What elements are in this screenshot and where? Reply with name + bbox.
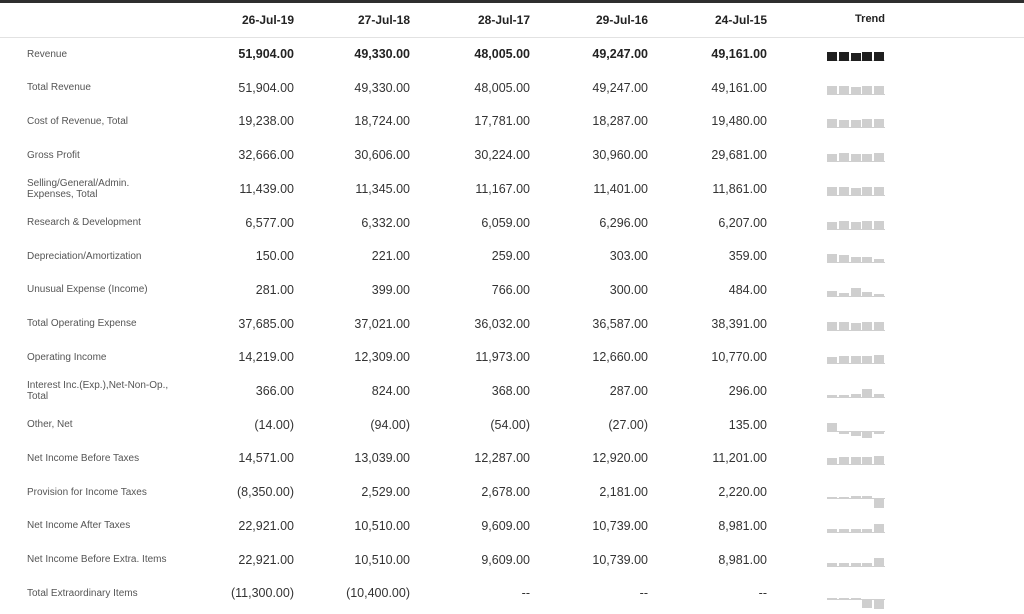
trend-sparkline [827,245,885,263]
table-row [0,441,1024,475]
trend-bar [862,600,872,608]
row-label: Depreciation/Amortization [27,250,142,262]
table-row [0,374,1024,408]
column-header-2: 28-Jul-17 [477,13,530,27]
trend-bar [851,257,861,263]
trend-bar [827,357,837,364]
cell-value: 22,921.00 [238,518,294,533]
cell-value: 399.00 [371,282,410,297]
trend-bar [851,188,861,196]
cell-value: -- [521,586,530,601]
trend-sparkline [827,178,885,196]
table-row [0,576,1024,610]
row-label: Provision for Income Taxes [27,486,147,498]
cell-value: 51,904.00 [238,47,294,61]
trend-bar [839,187,849,196]
trend-sparkline [827,515,885,533]
trend-bar [827,154,837,162]
trend-sparkline [827,279,885,297]
trend-bar [874,499,884,508]
row-label: Revenue [27,48,68,60]
trend-bar [851,457,861,465]
trend-bar [827,423,837,432]
cell-value: 10,510.00 [354,518,410,533]
cell-value: 38,391.00 [711,316,767,331]
cell-value: 11,973.00 [475,350,530,365]
trend-sparkline [827,346,885,364]
cell-value: 259.00 [491,249,530,264]
trend-bar [839,322,849,331]
cell-value: (94.00) [370,417,410,432]
trend-bar [851,87,861,95]
trend-bar [862,52,872,61]
trend-sparkline [827,110,885,128]
cell-value: 11,201.00 [712,451,767,466]
trend-bar [874,221,884,230]
cell-value: 6,332.00 [361,215,410,230]
table-row [0,37,1024,71]
table-row [0,408,1024,442]
trend-bar [839,293,849,297]
cell-value: 30,960.00 [592,148,648,163]
trend-sparkline [827,212,885,230]
trend-bar [851,394,861,398]
cell-value: 19,480.00 [711,114,767,129]
row-label: Cost of Revenue, Total [27,115,128,127]
trend-bar [851,529,861,533]
trend-bar [827,458,837,465]
row-label: Total Extraordinary Items [27,587,138,599]
cell-value: 484.00 [728,282,767,297]
cell-value: 11,167.00 [475,181,530,196]
cell-value: 359.00 [728,249,767,264]
cell-value: 6,296.00 [599,215,648,230]
trend-sparkline [827,43,885,61]
cell-value: 300.00 [609,282,648,297]
trend-bar [862,529,872,533]
cell-value: 29,681.00 [711,148,767,163]
trend-bar [851,288,861,297]
cell-value: 11,401.00 [593,181,648,196]
trend-bar [874,259,884,263]
trend-bar [827,322,837,331]
table-row [0,138,1024,172]
trend-bar [851,563,861,567]
cell-value: 14,571.00 [238,451,294,466]
cell-value: 2,220.00 [718,485,767,500]
trend-bar [851,432,861,436]
cell-value: (11,300.00) [230,586,294,601]
cell-value: 49,161.00 [711,47,767,61]
cell-value: (54.00) [490,417,530,432]
trend-bar [874,322,884,331]
trend-bar [851,154,861,162]
cell-value: 49,330.00 [354,80,410,95]
trend-bar [827,291,837,297]
table-row [0,71,1024,105]
cell-value: 2,181.00 [599,485,648,500]
cell-value: -- [758,586,767,601]
row-label: Total Revenue [27,82,91,94]
cell-value: 36,587.00 [592,316,648,331]
cell-value: 10,510.00 [354,552,410,567]
trend-bar [827,395,837,398]
trend-bar [839,153,849,162]
cell-value: 11,345.00 [355,181,410,196]
trend-bar [839,432,849,434]
cell-value: 32,666.00 [238,148,294,163]
trend-bar [827,187,837,196]
trend-bar [862,292,872,297]
trend-bar [839,52,849,61]
row-label: Gross Profit [27,149,80,161]
cell-value: 12,309.00 [354,350,410,365]
trend-bar [827,598,837,600]
cell-value: 303.00 [609,249,648,264]
trend-bar [862,187,872,196]
trend-bar [874,119,884,128]
trend-header: Trend [855,13,885,25]
cell-value: 51,904.00 [238,80,294,95]
trend-bar [874,294,884,297]
cell-value: 150.00 [255,249,294,264]
table-row [0,543,1024,577]
trend-bar [839,457,849,465]
trend-bar [827,497,837,499]
cell-value: 30,606.00 [354,148,410,163]
cell-value: 18,724.00 [354,114,410,129]
cell-value: 766.00 [491,282,530,297]
trend-bar [827,529,837,533]
table-row [0,307,1024,341]
table-row [0,273,1024,307]
cell-value: 10,739.00 [592,518,648,533]
trend-sparkline [827,414,885,432]
table-header [0,3,1024,38]
cell-value: 10,739.00 [592,552,648,567]
row-label: Research & Development [27,217,141,228]
table-row [0,509,1024,543]
trend-bar [839,221,849,230]
trend-sparkline [827,313,885,331]
cell-value: 19,238.00 [238,114,294,129]
trend-bar [827,563,837,567]
table-row [0,239,1024,273]
column-header-3: 29-Jul-16 [595,13,648,27]
cell-value: 48,005.00 [474,47,530,61]
cell-value: 8,981.00 [718,552,767,567]
trend-bar [874,456,884,465]
trend-bar [827,86,837,95]
trend-bar [851,222,861,230]
trend-bar [862,496,872,499]
trend-bar [851,53,861,61]
row-label: Net Income Before Extra. Items [27,554,167,565]
trend-bar [874,432,884,434]
cell-value: 12,920.00 [592,451,648,466]
cell-value: 36,032.00 [474,316,530,331]
row-label: Unusual Expense (Income) [27,284,148,296]
cell-value: 49,330.00 [354,47,410,61]
trend-bar [839,356,849,364]
trend-bar [862,356,872,364]
trend-bar [874,558,884,567]
cell-value: (14.00) [254,417,294,432]
trend-bar [862,154,872,162]
cell-value: 18,287.00 [592,114,648,129]
cell-value: 13,039.00 [354,451,410,466]
table-row [0,475,1024,509]
cell-value: 287.00 [609,384,648,398]
cell-value: 296.00 [728,384,767,398]
trend-bar [862,119,872,128]
trend-bar [827,119,837,128]
trend-bar [839,497,849,499]
trend-bar [874,187,884,196]
cell-value: 9,609.00 [481,518,530,533]
trend-sparkline [827,380,885,398]
trend-bar [874,86,884,95]
trend-bar [874,355,884,364]
trend-bar [862,257,872,263]
cell-value: 12,287.00 [474,451,530,466]
cell-value: (8,350.00) [237,485,294,500]
trend-sparkline [827,549,885,567]
column-header-1: 27-Jul-18 [357,13,410,27]
row-label: Net Income Before Taxes [27,452,140,464]
table-row [0,172,1024,206]
cell-value: 12,660.00 [592,350,648,365]
trend-bar [851,496,861,499]
row-label: Interest Inc.(Exp.),Net-Non-Op., Total [27,380,169,402]
cell-value: 48,005.00 [474,80,530,95]
trend-sparkline [827,481,885,499]
trend-sparkline [827,77,885,95]
trend-bar [827,52,837,61]
column-header-4: 24-Jul-15 [714,13,767,27]
trend-bar [862,221,872,230]
row-label: Selling/General/Admin. Expenses, Total [27,177,130,200]
cell-value: 11,439.00 [239,181,294,196]
cell-value: (10,400.00) [346,586,410,601]
row-label: Operating Income [27,351,107,363]
trend-bar [839,598,849,600]
trend-bar [851,356,861,364]
trend-bar [827,254,837,263]
trend-sparkline [827,447,885,465]
table-row [0,340,1024,374]
cell-value: 37,685.00 [238,316,294,331]
trend-bar [874,600,884,609]
cell-value: 281.00 [255,282,294,297]
trend-bar [851,120,861,128]
cell-value: 11,861.00 [712,181,767,196]
row-label: Total Operating Expense [27,318,137,330]
cell-value: 49,247.00 [592,47,648,61]
table-row [0,104,1024,138]
column-header-0: 26-Jul-19 [241,13,294,27]
trend-bar [862,457,872,465]
trend-bar [862,563,872,567]
cell-value: 2,678.00 [481,485,530,500]
cell-value: 6,207.00 [718,215,767,230]
cell-value: 2,529.00 [361,485,410,500]
cell-value: 824.00 [371,384,410,398]
trend-sparkline [827,582,885,600]
cell-value: 10,770.00 [711,350,767,365]
trend-bar [827,222,837,230]
trend-bar [874,52,884,61]
trend-bar [862,86,872,95]
trend-bar [839,395,849,398]
cell-value: 37,021.00 [354,316,410,331]
trend-bar [839,86,849,95]
trend-sparkline [827,144,885,162]
cell-value: 221.00 [371,249,410,264]
trend-bar [851,323,861,331]
trend-bar [839,120,849,128]
row-label: Net Income After Taxes [27,520,131,532]
cell-value: 8,981.00 [718,518,767,533]
table-row [0,206,1024,240]
trend-bar [874,524,884,533]
cell-value: 6,577.00 [245,215,294,230]
cell-value: 9,609.00 [481,552,530,567]
cell-value: 14,219.00 [238,350,294,365]
trend-bar [839,529,849,533]
cell-value: 22,921.00 [238,552,294,567]
trend-bar [874,153,884,162]
cell-value: 49,161.00 [711,80,767,95]
row-label: Other, Net [27,419,73,431]
trend-bar [839,255,849,263]
cell-value: 49,247.00 [592,80,648,95]
trend-bar [862,322,872,331]
trend-bar [874,394,884,398]
trend-bar [851,598,861,600]
cell-value: 366.00 [255,384,294,398]
cell-value: 6,059.00 [481,215,530,230]
cell-value: (27.00) [608,417,648,432]
cell-value: 30,224.00 [474,148,530,163]
trend-bar [862,432,872,438]
cell-value: -- [639,586,648,601]
trend-bar [862,389,872,398]
cell-value: 17,781.00 [474,114,530,129]
cell-value: 368.00 [491,384,530,398]
trend-bar [839,563,849,567]
cell-value: 135.00 [728,417,767,432]
